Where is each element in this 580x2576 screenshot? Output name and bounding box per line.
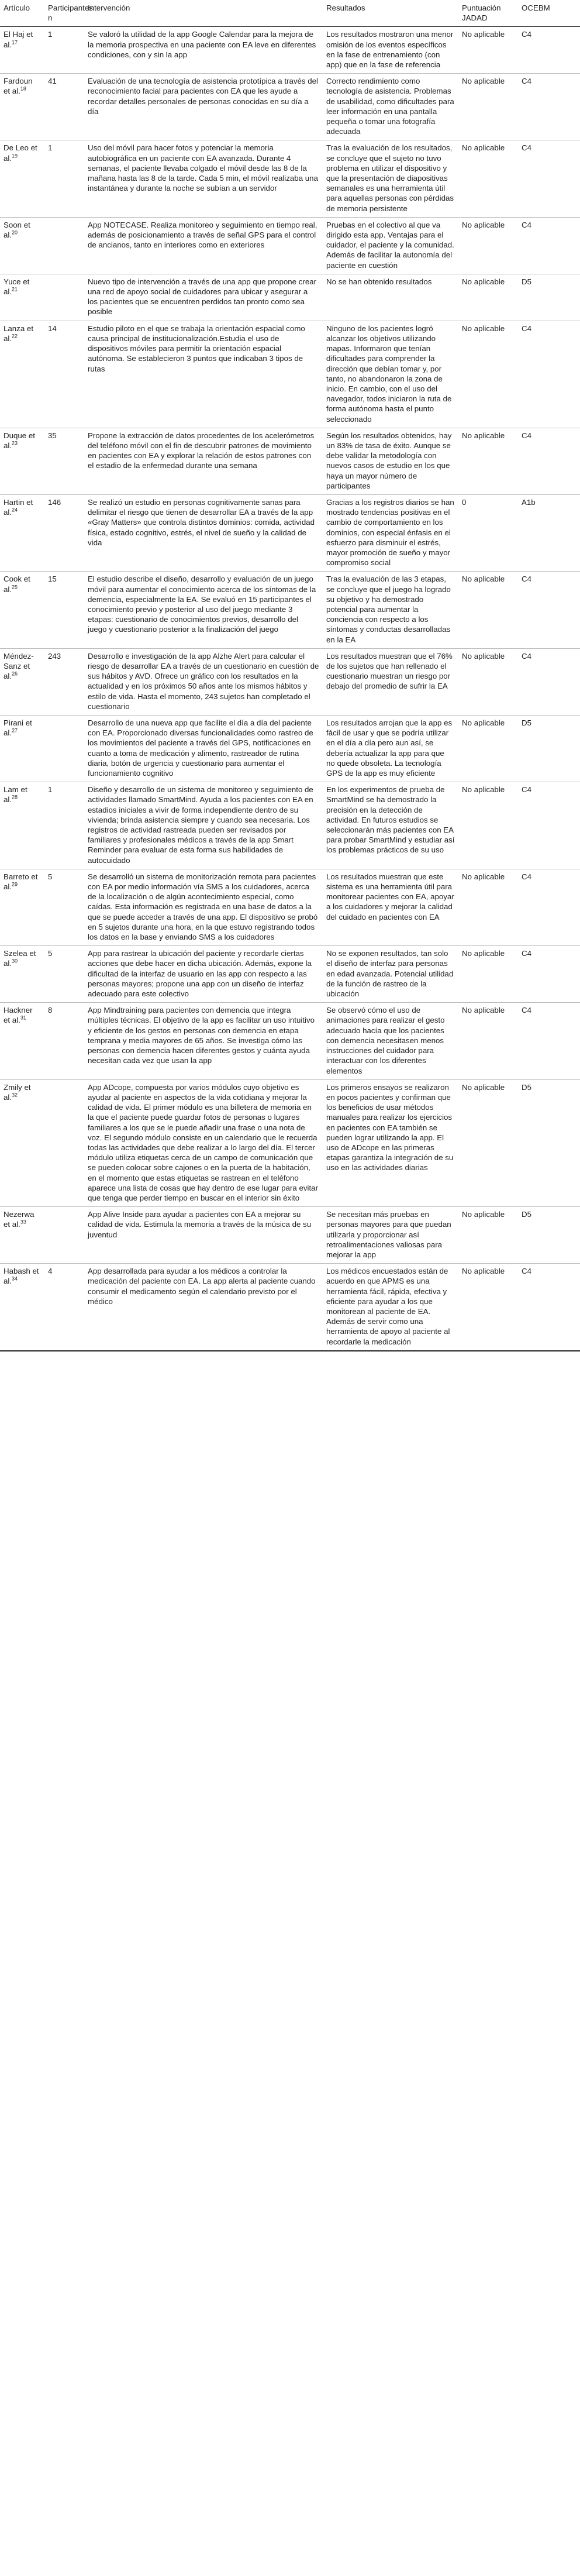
cell-intervention: Se desarrolló un sistema de monitorización remota para pacientes con EA por medio información vía SMS a los cuidadores, acerca de la localización o de algún acontecimiento especial, como caídas. Esta información es registrada en una base de datos a la que se puede acceder a través de una app. El dispositivo se probó en 5 sujetos durante una hora, en la que estuvo registrando todos los datos en la base y enviando SMS a los cuidadores (84, 869, 323, 945)
reference-number: 27 (12, 727, 18, 734)
cell-jadad: No aplicable (458, 27, 518, 74)
article-author: Hartin et al. (4, 497, 33, 517)
header-intervencion: Intervención (84, 1, 323, 27)
cell-ocebm: C4 (518, 869, 580, 945)
cell-ocebm: C4 (518, 1264, 580, 1351)
cell-participants: 5 (44, 869, 84, 945)
cell-jadad: No aplicable (458, 140, 518, 217)
table-row (0, 1207, 580, 1264)
cell-jadad: No aplicable (458, 1207, 518, 1264)
reference-number: 19 (12, 153, 18, 159)
cell-intervention: Propone la extracción de datos procedentes de los acelerómetros del teléfono móvil con el fin de descubrir patrones de movimiento en pacientes con EA y explorar la relación de estos patrones con el estadio de la enfermedad durante una semana (84, 428, 323, 494)
cell-ocebm: D5 (518, 1207, 580, 1264)
article-author: Zmily et al. (4, 1082, 31, 1102)
article-author: Fardoun et al. (4, 77, 33, 96)
cell-article (0, 1079, 44, 1206)
cell-article (0, 321, 44, 428)
cell-jadad: No aplicable (458, 1003, 518, 1079)
table-row (0, 782, 580, 869)
cell-intervention: Estudio piloto en el que se trabaja la orientación espacial como causa principal de institucionalización.Estudia el uso de dispositivos móviles para permitir la orientación espacial autónoma. Se establecieron 3 puntos que indicaban 3 tipos de rutas (84, 321, 323, 428)
cell-article (0, 140, 44, 217)
article-author: Soon et al. (4, 220, 30, 240)
cell-intervention: Evaluación de una tecnología de asistencia prototípica a través del reconocimiento facial para pacientes con EA que les ayude a recordar detalles personales de personas conocidas en su día a día (84, 74, 323, 140)
cell-participants: 41 (44, 74, 84, 140)
cell-intervention: Diseño y desarrollo de un sistema de monitoreo y seguimiento de actividades llamado SmartMind. Ayuda a los pacientes con EA en estadios iniciales a vivir de forma independiente dentro de su vivienda; brinda asistencia siempre y cuando sea necesaria. Los registros de actividad rastreada pueden ser revisados por familiares y profesionales médicos a través de la app Smart Reminder para evaluar de esta forma sus habilidades de autocuidado (84, 782, 323, 869)
cell-ocebm: A1b (518, 494, 580, 571)
cell-ocebm: C4 (518, 428, 580, 494)
reference-number: 28 (12, 795, 18, 800)
cell-results: Se observó cómo el uso de animaciones para realizar el gesto adecuado hacía que los pacientes con demencia necesitasen menos instrucciones del cuidador para interactuar con los diferentes elementos (323, 1003, 458, 1079)
cell-results: Los resultados muestran que el 76% de los sujetos que han rellenado el cuestionario muestran un riesgo por debajo del promedio de sufrir la EA (323, 648, 458, 715)
cell-participants: 14 (44, 321, 84, 428)
cell-intervention: App Alive Inside para ayudar a pacientes con EA a mejorar su calidad de vida. Estimula la memoria a través de la música de su juventud (84, 1207, 323, 1264)
article-author: Lam et al. (4, 785, 27, 804)
cell-results: Ninguno de los pacientes logró alcanzar los objetivos utilizando mapas. Informaron que tenían dificultades para comprender la dirección que debían tomar y, por tanto, no abandonaron la zona de inicio. En cambio, con el uso del navegador, todos iniciaron la ruta de forma autónoma hasta el punto seleccionado (323, 321, 458, 428)
reference-number: 20 (12, 229, 18, 236)
cell-results: Los resultados arrojan que la app es fácil de usar y que se podría utilizar en el día a día pero aun así, se debería actualizar la app para que no quede obsoleta. La tecnología GPS de la app es muy eficiente (323, 716, 458, 782)
table-row (0, 321, 580, 428)
cell-results: Pruebas en el colectivo al que va dirigido esta app. Ventajas para el cuidador, el paciente y la comunidad. Además de facilitar la autonomía del paciente en cuestión (323, 217, 458, 274)
cell-article (0, 1264, 44, 1351)
cell-jadad: No aplicable (458, 274, 518, 321)
table-row (0, 1079, 580, 1206)
cell-results: En los experimentos de prueba de SmartMind se ha demostrado la precisión en la detección de actividad. En futuros estudios se seleccionarán más pacientes con EA para probar SmartMind y estudiar así los problemas prácticos de su uso (323, 782, 458, 869)
cell-results: Correcto rendimiento como tecnología de asistencia. Problemas de usabilidad, como dificultades para leer información en una pantalla pequeña o tomar una fotografía adecuada (323, 74, 458, 140)
cell-jadad: No aplicable (458, 321, 518, 428)
reference-number: 29 (12, 881, 18, 888)
cell-article (0, 869, 44, 945)
cell-ocebm: C4 (518, 321, 580, 428)
cell-participants (44, 1207, 84, 1264)
cell-article (0, 1003, 44, 1079)
cell-participants: 5 (44, 946, 84, 1003)
cell-jadad: 0 (458, 494, 518, 571)
cell-intervention: App para rastrear la ubicación del paciente y recordarle ciertas acciones que debe hacer en dicha ubicación. Además, expone la dificultad de la interfaz de usuario en las app con respecto a las personas mayores; propone una app con un diseño de interfaz adecuado para este colectivo (84, 946, 323, 1003)
cell-article (0, 428, 44, 494)
table-header-row (0, 1, 580, 27)
cell-participants: 1 (44, 27, 84, 74)
table-row (0, 1264, 580, 1351)
table-row (0, 27, 580, 74)
table-row (0, 428, 580, 494)
cell-jadad: No aplicable (458, 1264, 518, 1351)
table-row (0, 1003, 580, 1079)
header-ocebm: OCEBM (518, 1, 580, 27)
cell-ocebm: C4 (518, 782, 580, 869)
table-row (0, 869, 580, 945)
reference-number: 18 (20, 86, 26, 92)
reference-number: 22 (12, 333, 18, 339)
article-author: Lanza et al. (4, 324, 34, 343)
header-articulo: Artículo (0, 1, 44, 27)
cell-intervention: Se valoró la utilidad de la app Google Calendar para la mejora de la memoria prospectiva en una paciente con EA leve en diferentes condiciones, con y sin la app (84, 27, 323, 74)
reference-number: 17 (12, 39, 18, 46)
cell-participants: 1 (44, 140, 84, 217)
cell-article (0, 572, 44, 648)
article-author: Habash et al. (4, 1267, 39, 1286)
cell-ocebm: C4 (518, 946, 580, 1003)
cell-results: Los resultados mostraron una menor omisión de los eventos específicos en la fase de entrenamiento (con app) que en la fase de referencia (323, 27, 458, 74)
reference-number: 26 (12, 670, 18, 677)
cell-jadad: No aplicable (458, 428, 518, 494)
article-author: Hackner et al. (4, 1006, 33, 1025)
cell-article (0, 217, 44, 274)
article-author: Szelea et al. (4, 949, 36, 968)
cell-participants (44, 1079, 84, 1206)
article-author: De Leo et al. (4, 143, 37, 163)
cell-article (0, 27, 44, 74)
cell-results: No se han obtenido resultados (323, 274, 458, 321)
cell-article (0, 716, 44, 782)
cell-jadad: No aplicable (458, 1079, 518, 1206)
cell-participants: 35 (44, 428, 84, 494)
cell-intervention: App ADcope, compuesta por varios módulos cuyo objetivo es ayudar al paciente en aspectos de la vida cotidiana y mejorar la calidad de vida. El primer módulo es una billetera de memoria en la que el paciente puede guardar fotos de personas o lugares familiares a los que se le puede añadir una frase o una nota de voz. El segundo módulo consiste en un calendario que le recuerda todas las actividades que debe realizar a lo largo del día. El tercer módulo utiliza etiquetas cerca de un campo de comunicación que se pueden colocar sobre cajones o en la puerta de la habitación, en el momento que estas etiquetas se rastrean en el teléfono aparece una lista de cosas que hay dentro de ese lugar para evitar que tenga que perder tiempo en buscar en el interior sin éxito (84, 1079, 323, 1206)
article-author: Duque et al. (4, 431, 35, 450)
cell-participants (44, 274, 84, 321)
header-participantes: Participantes n (44, 1, 84, 27)
cell-results: Gracias a los registros diarios se han mostrado tendencias positivas en el cambio de comportamiento en los dominios, con especial énfasis en el esfuerzo para disminuir el estrés, mayor promoción de sueño y mayor compromiso social (323, 494, 458, 571)
reference-number: 33 (20, 1219, 26, 1225)
cell-ocebm: C4 (518, 27, 580, 74)
table-row (0, 946, 580, 1003)
cell-jadad: No aplicable (458, 869, 518, 945)
reference-number: 31 (20, 1015, 26, 1022)
table-row (0, 494, 580, 571)
table-row (0, 140, 580, 217)
cell-results: Los médicos encuestados están de acuerdo en que APMS es una herramienta fácil, rápida, efectiva y eficiente para ayudar a los que monitorean al paciente de EA. Además de servir como una herramienta de apoyo al paciente al recordarle la medicación (323, 1264, 458, 1351)
cell-jadad: No aplicable (458, 648, 518, 715)
table-row (0, 648, 580, 715)
article-author: Pirani et al. (4, 718, 32, 738)
reference-number: 23 (12, 440, 18, 446)
cell-article (0, 648, 44, 715)
cell-intervention: App NOTECASE. Realiza monitoreo y seguimiento en tiempo real, además de posicionamiento a través de señal GPS para el control de ancianos, tanto en interiores como en exteriores (84, 217, 323, 274)
cell-ocebm: D5 (518, 716, 580, 782)
cell-ocebm: C4 (518, 648, 580, 715)
cell-ocebm: C4 (518, 217, 580, 274)
cell-intervention: App desarrollada para ayudar a los médicos a controlar la medicación del paciente con EA. La app alerta al paciente cuando consumir el medicamento según el calendario previsto por el médico (84, 1264, 323, 1351)
cell-article (0, 494, 44, 571)
cell-participants: 146 (44, 494, 84, 571)
cell-participants: 243 (44, 648, 84, 715)
table-row (0, 217, 580, 274)
cell-participants (44, 217, 84, 274)
reference-number: 32 (12, 1092, 18, 1098)
cell-article (0, 274, 44, 321)
table-row (0, 274, 580, 321)
article-author: Nezerwa et al. (4, 1210, 34, 1229)
article-author: El Haj et al. (4, 30, 33, 49)
cell-intervention: Se realizó un estudio en personas cognitivamente sanas para delimitar el riesgo que tienen de desarrollar EA a través de la app «Gray Matters» que controla distintos dominios: comida, actividad física, estado cognitivo, estrés, el nivel de sueño y la calidad de vida (84, 494, 323, 571)
cell-ocebm: D5 (518, 274, 580, 321)
cell-ocebm: C4 (518, 74, 580, 140)
cell-participants: 1 (44, 782, 84, 869)
cell-intervention: App Mindtraining para pacientes con demencia que integra múltiples técnicas. El objetivo de la app es facilitar un uso intuitivo y eficiente de los gestos en personas con demencia en etapa temprana y media mayores de 65 años. Se investiga cómo las personas con demencia hacen diferentes gestos y cuánta ayuda necesitan cada vez que usan la app (84, 1003, 323, 1079)
cell-intervention: Nuevo tipo de intervención a través de una app que propone crear una red de apoyo social de cuidadores para ubicar y asegurar a los pacientes que se encuentren perdidos tan pronto como sea posible (84, 274, 323, 321)
table-body (0, 27, 580, 1351)
reference-number: 21 (12, 286, 18, 293)
cell-results: Tras la evaluación de las 3 etapas, se concluye que el juego ha logrado su objetivo y ha demostrado potencial para aumentar la conciencia con respecto a los síntomas y conductas desarrolladas en la EA (323, 572, 458, 648)
reference-number: 25 (12, 584, 18, 590)
article-author: Méndez-Sanz et al. (4, 651, 34, 681)
cell-participants: 8 (44, 1003, 84, 1079)
cell-ocebm: C4 (518, 572, 580, 648)
cell-participants (44, 716, 84, 782)
cell-participants: 4 (44, 1264, 84, 1351)
cell-article (0, 1207, 44, 1264)
cell-results: Se necesitan más pruebas en personas mayores para que puedan utilizarla y proporcionar así retroalimentaciones valiosas para mejorar la app (323, 1207, 458, 1264)
article-author: Cook et al. (4, 575, 30, 594)
cell-ocebm: C4 (518, 1003, 580, 1079)
cell-intervention: Desarrollo de una nueva app que facilite el día a día del paciente con EA. Proporcionado diversas funcionalidades como rastreo de los movimientos del paciente a través del GPS, notificaciones en cuanto a toma de medicación y alimento, rastreador de rutina diaria, botón de urgencia y cuestionario para aumentar el funcionamiento cognitivo (84, 716, 323, 782)
cell-participants: 15 (44, 572, 84, 648)
cell-intervention: Uso del móvil para hacer fotos y potenciar la memoria autobiográfica en un paciente con EA avanzada. Durante 4 semanas, el paciente llevaba colgado el móvil desde las 8 de la mañana hasta las 8 de la tarde. Cada 5 min, el móvil realizaba una instantánea y durante la noche se subían a un servidor (84, 140, 323, 217)
cell-intervention: Desarrollo e investigación de la app Alzhe Alert para calcular el riesgo de desarrollar EA a través de un cuestionario en cuestión de sus hábitos y AVD. Ofrece un gráfico con los resultados en la actualidad y en los próximos 50 años ante los mismos hábitos y estilo de vida. Hasta el momento, 243 sujetos han completado el cuestionario (84, 648, 323, 715)
cell-ocebm: D5 (518, 1079, 580, 1206)
cell-jadad: No aplicable (458, 572, 518, 648)
cell-article (0, 74, 44, 140)
cell-results: Según los resultados obtenidos, hay un 83% de tasa de éxito. Aunque se debe validar la metodología con nuevos casos de estudio en los que haya un mayor número de participantes (323, 428, 458, 494)
cell-results: Los primeros ensayos se realizaron en pocos pacientes y confirman que los beneficios de usar métodos manuales para realizar los ejercicios en pacientes con EA también se pueden lograr utilizando la app. El uso de ADcope en las primeras etapas garantiza la integración de su uso en las actividades diarias (323, 1079, 458, 1206)
table-row (0, 572, 580, 648)
cell-jadad: No aplicable (458, 217, 518, 274)
cell-results: No se exponen resultados, tan solo el diseño de interfaz para personas en edad avanzada. Potencial utilidad de la función de rastreo de la ubicación (323, 946, 458, 1003)
cell-jadad: No aplicable (458, 946, 518, 1003)
reference-number: 34 (12, 1275, 18, 1282)
cell-article (0, 946, 44, 1003)
cell-jadad: No aplicable (458, 782, 518, 869)
header-jadad: Puntuación JADAD (458, 1, 518, 27)
cell-results: Los resultados muestran que este sistema es una herramienta útil para monitorear pacientes con EA, apoyar a los cuidadores y mejorar la calidad del cuidado en pacientes con EA (323, 869, 458, 945)
cell-ocebm: C4 (518, 140, 580, 217)
cell-intervention: El estudio describe el diseño, desarrollo y evaluación de un juego móvil para aumentar el conocimiento acerca de los síntomas de la demencia, especialmente la EA. Se evaluó en 15 participantes el conocimiento previo y posterior al uso del juego mediante 3 etapas: cuestionario de conocimientos previos, desarrollo del juego y cuestionario posterior a la finalización del juego (84, 572, 323, 648)
cell-jadad: No aplicable (458, 74, 518, 140)
table-row (0, 74, 580, 140)
reference-number: 30 (12, 958, 18, 965)
article-author: Yuce et al. (4, 277, 30, 297)
header-resultados: Resultados (323, 1, 458, 27)
cell-article (0, 782, 44, 869)
table-row (0, 716, 580, 782)
reference-number: 24 (12, 507, 18, 513)
article-author: Barreto et al. (4, 872, 38, 892)
cell-jadad: No aplicable (458, 716, 518, 782)
cell-results: Tras la evaluación de los resultados, se concluye que el sujeto no tuvo problema en utilizar el dispositivo y que la presentación de diapositivas semanales es una herramienta útil para aquellas personas con pérdidas de memoria persistente (323, 140, 458, 217)
